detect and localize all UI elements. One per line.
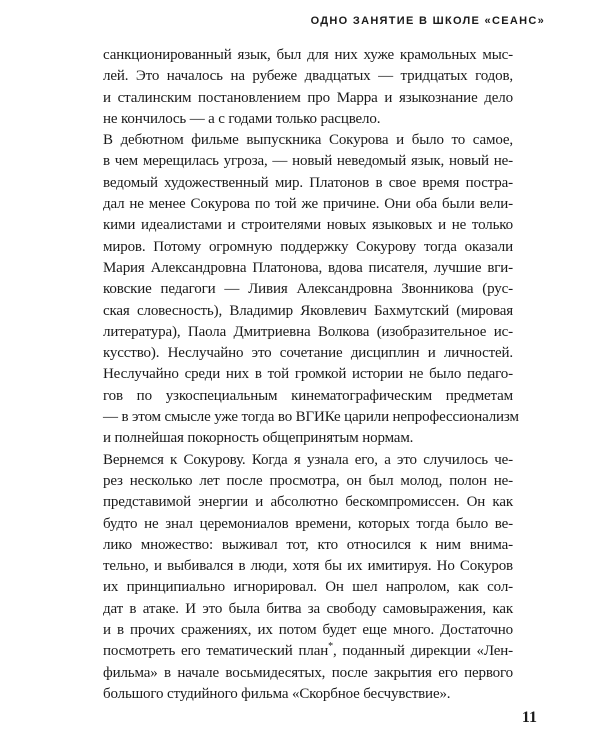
text-line: рез несколько лет после просмотра, он был молод, полон не- [103, 472, 513, 489]
text-line: литература), Паола Дмитриевна Волкова (изобразительное ис- [103, 323, 513, 340]
text-line: миров. Потому огромную поддержку Сокурову тогда оказали [103, 238, 513, 255]
text-line: большого студийного фильма «Скорбное бесчувствие». [103, 685, 451, 702]
text-line: не кончилось — а с годами только расцвело. [103, 110, 381, 127]
text-line: и полнейшая покорность общепринятым нормам. [103, 430, 414, 447]
text-line: дат в атаке. И это была битва за свободу самовыражения, как [103, 600, 513, 617]
text-line: кусство). Неслучайно это сочетание дисциплин и личностей. [103, 345, 513, 362]
text-line: представимой энергии и абсолютно бескомпромиссен. Он как [103, 494, 513, 511]
text-line: фильма» в начале восьмидесятых, после закрытия его первого [103, 664, 513, 681]
text-line: ведомый художественный мир. Платонов в свое время постра- [103, 174, 513, 191]
text-line: Вернемся к Сокурову. Когда я узнала его, а это случилось че- [103, 451, 513, 468]
text-line: ковские педагоги — Ливия Александровна Звонникова (рус- [103, 281, 513, 298]
text-line: дал не менее Сокурова по той же причине. Они оба были вели- [103, 196, 513, 213]
text-line: тельно, и выбивался в люди, хотя бы их имитируя. Но Сокуров [103, 558, 513, 575]
text-line-with-footnote [103, 641, 513, 662]
text-line: в чем мерещилась угроза, — новый неведомый язык, новый не- [103, 153, 513, 170]
text-line: — в этом смысле уже тогда во ВГИКе царили непрофессионализм [103, 409, 519, 426]
page-number: 11 [521, 709, 537, 726]
text-line: В дебютном фильме выпускника Сокурова и было то самое, [103, 132, 513, 149]
text-line: лей. Это началось на рубеже двадцатых — тридцатых годов, [103, 68, 513, 85]
text-line: и в прочих сражениях, их потом будет еще много. Достаточно [103, 622, 513, 639]
text-line: Неслучайно среди них в той громкой истории не было педаго- [103, 366, 513, 383]
text-line: и сталинским постановлением про Марра и языкознание дело [103, 89, 513, 106]
body-text [103, 45, 519, 705]
text-line: Мария Александровна Платонова, вдова писателя, лучшие вги- [103, 259, 513, 276]
text-line: санкционированный язык, был для них хуже крамольных мыс- [103, 47, 513, 63]
text-line: их принципиально игнорировал. Он шел напролом, как сол- [103, 579, 513, 596]
footnote-line-before: посмотреть его тематический план [103, 643, 329, 660]
footnote-line-after: , поданный дирекции «Лен- [332, 643, 514, 660]
text-line: будто не знал церемониалов времени, которых тогда было ве- [103, 515, 513, 532]
text-line: кими идеалистами и строителями новых языковых и не только [103, 217, 513, 234]
text-line: гов по узкоспециальным кинематографическим предметам [103, 387, 513, 404]
text-line: ская словесность), Владимир Яковлевич Бахмутский (мировая [103, 302, 513, 319]
footnote-marker[interactable]: * [328, 641, 333, 653]
running-header-title: ОДНО ЗАНЯТИЕ В ШКОЛЕ «СЕАНС» [310, 15, 545, 27]
text-line: лико множество: выживал тот, кто относился к ним внима- [103, 536, 513, 553]
